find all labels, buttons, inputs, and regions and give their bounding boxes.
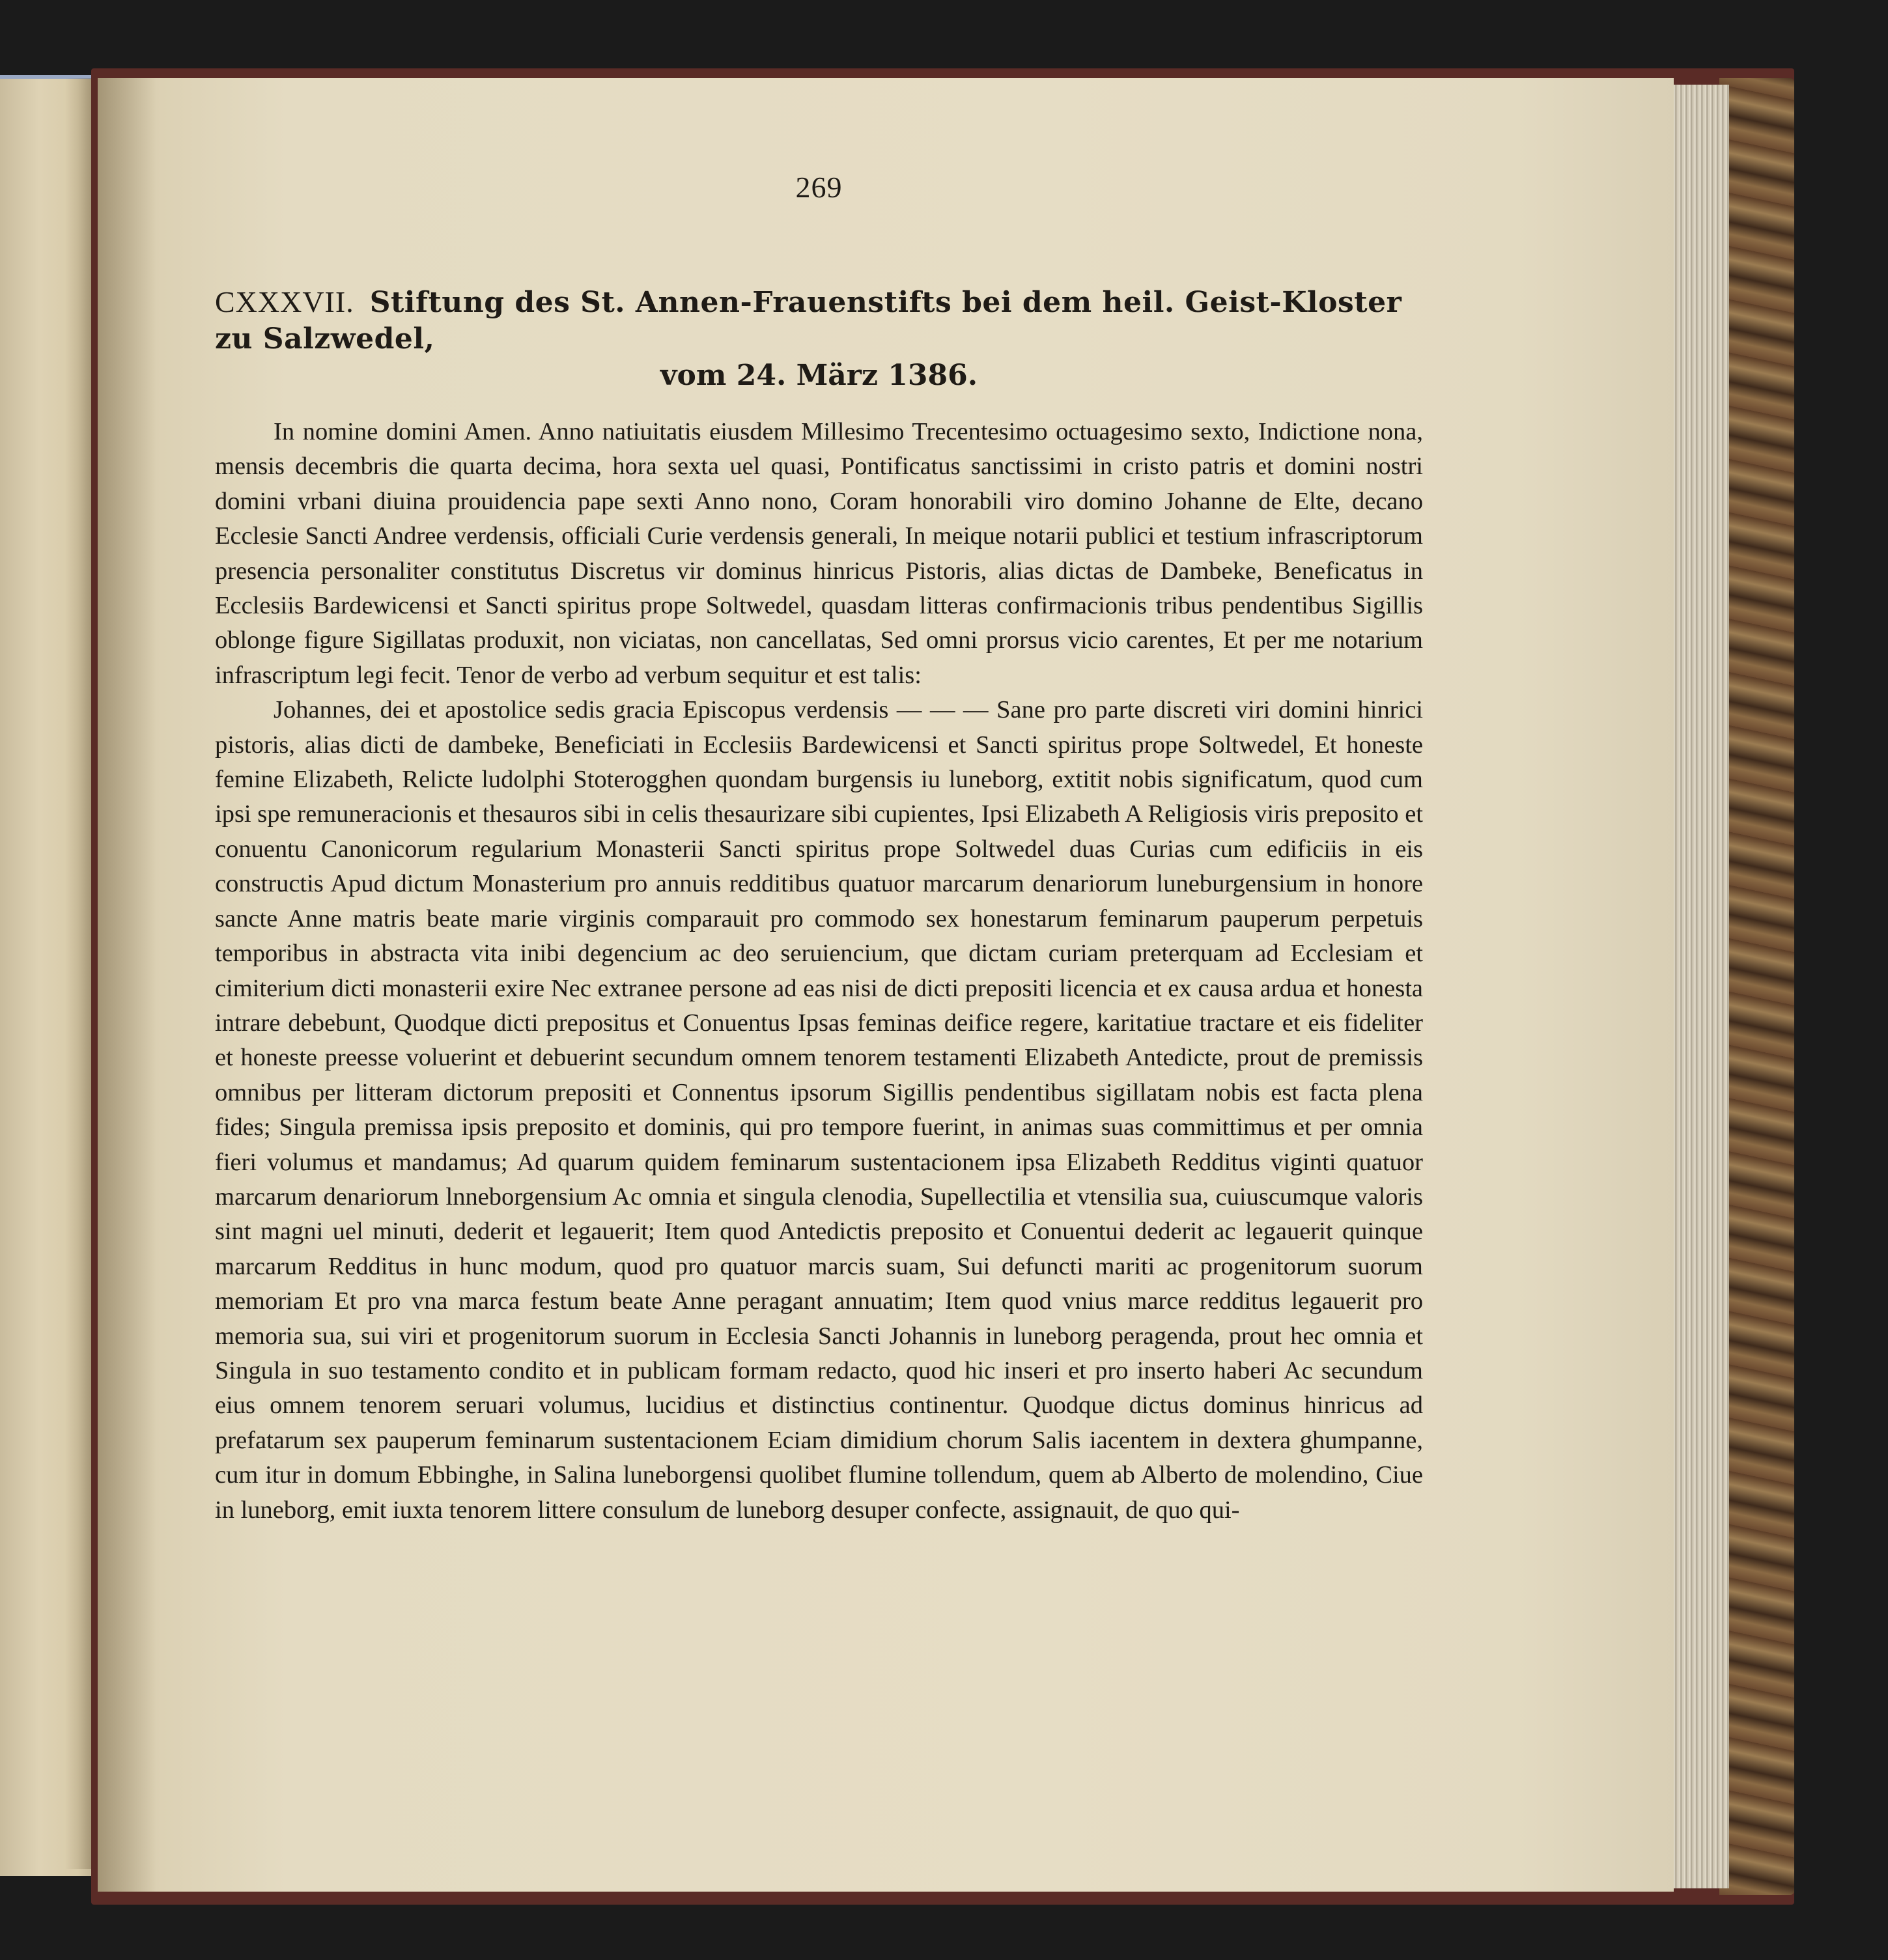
document-number: CXXXVII.	[215, 285, 354, 318]
document-heading	[215, 284, 1423, 357]
page-content	[215, 169, 1423, 1528]
paragraph-notarial-intro: In nomine domini Amen. Anno natiuitatis eiusdem Millesimo Trecentesimo octuagesimo sexto, Indictione nona, mensis decembris die quarta decima, hora sexta uel quasi, Pontificatus sanctissimi in cristo patris et domini nostri domini vrbani diuina prouidencia pape sexti Anno nono, Coram honorabili viro domino Johanne de Elte, decano Ecclesie Sancti Andree verdensis, officiali Curie verdensis generali, In meique notarii publici et testium infrascriptorum presencia personaliter constitutus Discretus vir dominus hinricus Pistoris, alias dictas de Dambeke, Beneficatus in Ecclesiis Bardewicensi et Sancti spiritus prope Soltwedel, quasdam litteras confirmacionis tribus pendentibus Sigillis oblonge figure Sigillatas produxit, non viciatas, non cancellatas, Sed omni prorsus vicio carentes, Et per me notarium infrascriptum legi fecit. Tenor de verbo ad verbum sequitur et est talis:	[215, 418, 1423, 689]
document-title: Stiftung des St. Annen-Frauenstifts bei dem heil. Geist-Kloster zu Salzwedel,	[215, 286, 1402, 356]
page-number: 269	[795, 171, 843, 204]
gutter-shadow	[98, 78, 156, 1892]
document-date: vom 24. März 1386.	[660, 359, 978, 392]
previous-page-shadow	[65, 78, 91, 1869]
page-edges	[1667, 85, 1729, 1888]
marbled-cover-edge	[1719, 78, 1794, 1895]
paragraph-charter-text: Johannes, dei et apostolice sedis gracia Episcopus verdensis — — — Sane pro parte discreti viri domini hinrici pistoris, alias dicti de dambeke, Beneficiati in Ecclesiis Bardewicensi et Sancti spiritus prope Soltwedel, Et honeste femine Elizabeth, Relicte ludolphi Stoterogghen quondam burgensis iu luneborg, extitit nobis significatum, quod cum ipsi spe remuneracionis et thesauros sibi in celis thesaurizare sibi cupientes, Ipsi Elizabeth A Religiosis viris preposito et conuentu Canonicorum regularium Monasterii Sancti spiritus prope Soltwedel duas Curias cum edificiis in eis constructis Apud dictum Monasterium pro annuis redditibus quatuor marcarum denariorum luneburgensium in honore sancte Anne matris beate marie virginis comparauit pro commodo sex honestarum feminarum pauperum perpetuis temporibus in abstracta vita inibi degencium ac deo seruiencium, que dictam curiam preterquam ad Ecclesiam et cimiterium dicti monasterii exire Nec extranee persone ad eas nisi de dicti prepositi licencia et ex causa ardua et honesta intrare debebunt, Quodque dicti prepositus et Conuentus Ipsas feminas deifice regere, karitatiue tractare et eis fideliter et honeste preesse voluerint et debuerint secundum omnem tenorem testamenti Elizabeth Antedicte, prout de premissis omnibus per litteram dictorum prepositi et Connentus ipsorum Sigillis pendentibus sigillatam nobis est facta plena fides; Singula premissa ipsis preposito et dominis, qui pro tempore fuerint, in animas suas committimus et per omnia fieri volumus et mandamus; Ad quarum quidem feminarum sustentacionem ipsa Elizabeth Redditus viginti quatuor marcarum denariorum lnneborgensium Ac omnia et singula clenodia, Supellectilia et vtensilia sua, cuiuscumque valoris sint magni uel minuti, dederit et legauerit; Item quod Antedictis preposito et Conuentui dederit ac legauerit quinque marcarum Redditus in hunc modum, quod pro quatuor marcis suam, Sui defuncti mariti ac progenitorum suorum memoriam Et pro vna marca festum beate Anne peragant annuatim; Item quod vnius marce redditus legauerit pro memoria sua, sui viri et progenitorum suorum in Ecclesia Sancti Johannis in luneborg peragenda, prout hec omnia et Singula in suo testamento condito et in publicam formam redacto, quod hic inseri et pro inserto haberi Ac secundum eius omnem tenorem seruari volumus, lucidius et distinctius continentur. Quodque dictus dominus hinricus ad prefatarum sex pauperum feminarum sustentacionem Eciam dimidium chorum Salis iacentem in dextera ghumpanne, cum itur in domum Ebbinghe, in Salina luneborgensi quolibet flumine tollendum, quem ab Alberto de molendino, Ciue in luneborg, emit iuxta tenorem littere consulum de luneborg desuper confecte, assignauit, de quo qui-	[215, 696, 1423, 1524]
